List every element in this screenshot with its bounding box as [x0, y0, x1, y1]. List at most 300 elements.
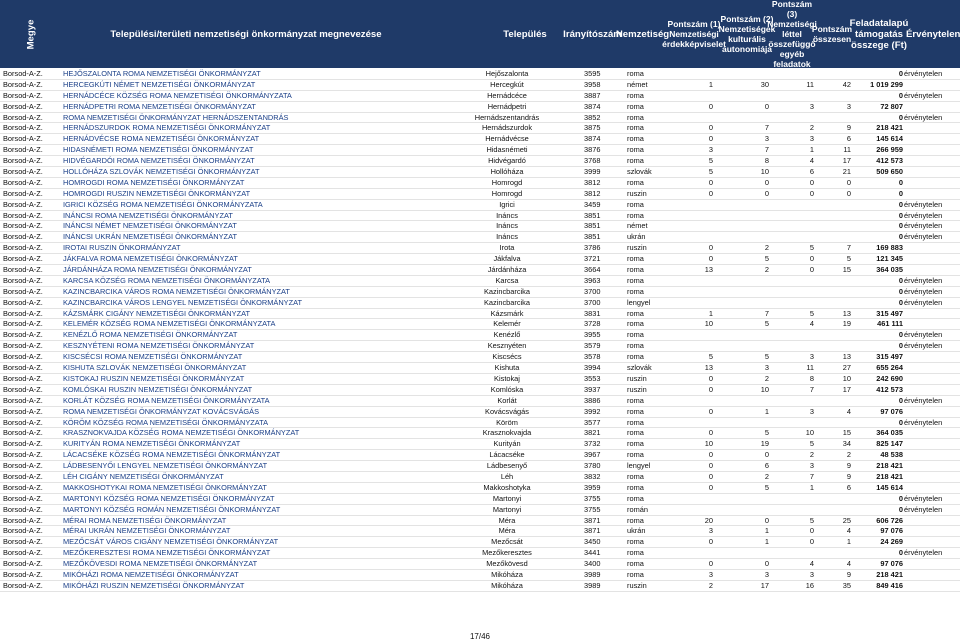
county-cell: Borsod-A-Z.	[3, 167, 43, 177]
table-row	[0, 232, 960, 243]
county-cell: Borsod-A-Z.	[3, 134, 43, 144]
pont3-cell: 7	[809, 471, 814, 481]
nationality-cell: ruszin	[627, 580, 647, 590]
pont3-cell: 3	[809, 569, 814, 579]
county-cell: Borsod-A-Z.	[3, 504, 43, 514]
nationality-cell: roma	[627, 101, 644, 111]
pont1-cell: 13	[704, 265, 713, 275]
pont1-cell: 0	[708, 384, 713, 394]
total-cell: 5	[846, 254, 851, 264]
pont2-cell: 3	[764, 569, 769, 579]
county-cell: Borsod-A-Z.	[3, 461, 43, 471]
pont2-cell: 30	[760, 79, 769, 89]
funding-cell: 72 807	[880, 101, 903, 111]
city-cell: Kiscsécs	[492, 352, 522, 362]
zip-cell: 3958	[584, 79, 601, 89]
pont3-cell: 0	[809, 254, 814, 264]
table-row	[0, 559, 960, 570]
invalid-cell: érvénytelen	[904, 493, 943, 503]
nationality-cell: roma	[627, 515, 644, 525]
table-row	[0, 178, 960, 189]
county-cell: Borsod-A-Z.	[3, 559, 43, 569]
funding-cell: 0	[898, 297, 903, 307]
table-row	[0, 211, 960, 222]
pont1-cell: 5	[708, 167, 713, 177]
pont3-cell: 11	[806, 79, 814, 89]
zip-cell: 3992	[584, 406, 601, 416]
table-row	[0, 450, 960, 461]
city-cell: Martonyi	[492, 504, 522, 514]
nationality-cell: roma	[627, 134, 644, 144]
funding-cell: 145 614	[876, 482, 903, 492]
pont1-cell: 3	[708, 145, 713, 155]
zip-cell: 3821	[584, 428, 601, 438]
zip-cell: 3732	[584, 439, 601, 449]
county-cell: Borsod-A-Z.	[3, 515, 43, 525]
name-cell: HOMROGDI ROMA NEMZETISÉGI ÖNKORMÁNYZAT	[63, 177, 245, 187]
funding-cell: 0	[898, 341, 903, 351]
nationality-cell: roma	[627, 69, 644, 78]
pont2-cell: 0	[764, 101, 769, 111]
pont2-cell: 0	[764, 559, 769, 569]
pont3-cell: 5	[809, 515, 814, 525]
nationality-cell: szlovák	[627, 363, 652, 373]
pont3-cell: 1	[809, 482, 814, 492]
nationality-cell: ruszin	[627, 243, 647, 253]
total-cell: 4	[846, 559, 851, 569]
header-megye-label: Megye	[25, 19, 37, 49]
invalid-cell: érvénytelen	[904, 210, 943, 220]
name-cell: MARTONYI KÖZSÉG ROMA NEMZETISÉGI ÖNKORMÁNYZAT	[63, 493, 275, 503]
total-cell: 35	[842, 580, 851, 590]
header-pont1-label: Pontszám (1) Nemzetiségi érdekképviselet	[662, 19, 726, 49]
county-cell: Borsod-A-Z.	[3, 384, 43, 394]
county-cell: Borsod-A-Z.	[3, 221, 43, 231]
nationality-cell: roma	[627, 395, 644, 405]
pont2-cell: 17	[760, 580, 769, 590]
city-cell: Mikóháza	[491, 580, 523, 590]
pont3-cell: 5	[809, 243, 814, 253]
header-total-label: Pontszám összesen	[811, 24, 853, 44]
table-row	[0, 254, 960, 265]
pont3-cell: 4	[809, 156, 814, 166]
city-cell: Karcsa	[495, 275, 519, 285]
total-cell: 6	[846, 134, 851, 144]
zip-cell: 3812	[584, 188, 601, 198]
city-cell: Irota	[499, 243, 515, 253]
table-row	[0, 287, 960, 298]
zip-cell: 3768	[584, 156, 601, 166]
county-cell: Borsod-A-Z.	[3, 112, 43, 122]
zip-cell: 3400	[584, 559, 601, 569]
table-row	[0, 363, 960, 374]
city-cell: Kazincbarcika	[483, 286, 530, 296]
name-cell: HERNÁDSZURDOK ROMA NEMZETISÉGI ÖNKORMÁNYZAT	[63, 123, 271, 133]
funding-cell: 0	[898, 188, 903, 198]
name-cell: KESZNYÉTENI ROMA NEMZETISÉGI ÖNKORMÁNYZAT	[63, 341, 255, 351]
total-cell: 17	[842, 156, 851, 166]
name-cell: INÁNCSI ROMA NEMZETISÉGI ÖNKORMÁNYZAT	[63, 210, 233, 220]
zip-cell: 3755	[584, 504, 601, 514]
nationality-cell: ruszin	[627, 188, 647, 198]
total-cell: 17	[842, 384, 851, 394]
zip-cell: 3577	[584, 417, 601, 427]
table-row	[0, 113, 960, 124]
funding-cell: 0	[898, 493, 903, 503]
city-cell: Járdánháza	[487, 265, 527, 275]
nationality-cell: roma	[627, 123, 644, 133]
county-cell: Borsod-A-Z.	[3, 156, 43, 166]
name-cell: IGRICI KÖZSÉG ROMA NEMZETISÉGI ÖNKORMÁNYZATA	[63, 199, 263, 209]
name-cell: LÉH CIGÁNY NEMZETISÉGI ÖNKORMÁNYZAT	[63, 471, 224, 481]
pont2-cell: 7	[764, 145, 769, 155]
county-cell: Borsod-A-Z.	[3, 450, 43, 460]
city-cell: Méra	[498, 526, 516, 536]
pont2-cell: 5	[764, 254, 769, 264]
funding-cell: 218 421	[876, 123, 903, 133]
table-row	[0, 418, 960, 429]
funding-cell: 0	[898, 112, 903, 122]
total-cell: 0	[846, 177, 851, 187]
county-cell: Borsod-A-Z.	[3, 580, 43, 590]
pont2-cell: 2	[764, 243, 769, 253]
total-cell: 9	[846, 569, 851, 579]
funding-cell: 145 614	[876, 134, 903, 144]
table-row	[0, 123, 960, 134]
page-number: 17/46	[469, 632, 491, 641]
county-cell: Borsod-A-Z.	[3, 526, 43, 536]
funding-cell: 97 076	[880, 526, 903, 536]
table-row	[0, 505, 960, 516]
zip-cell: 3832	[584, 471, 601, 481]
header-funding-label: Feladatalapú támogatás összege (Ft)	[849, 17, 909, 51]
table-row	[0, 472, 960, 483]
invalid-cell: érvénytelen	[904, 548, 943, 558]
invalid-cell: érvénytelen	[904, 330, 943, 340]
table-row	[0, 352, 960, 363]
city-cell: Hercegkút	[490, 79, 524, 89]
pont2-cell: 19	[760, 439, 769, 449]
nationality-cell: roma	[627, 177, 644, 187]
funding-cell: 218 421	[876, 569, 903, 579]
zip-cell: 3963	[584, 275, 601, 285]
city-cell: Köröm	[496, 417, 518, 427]
total-cell: 2	[846, 450, 851, 460]
nationality-cell: roma	[627, 417, 644, 427]
name-cell: MEZŐCSÁT VÁROS CIGÁNY NEMZETISÉGI ÖNKORMÁNYZAT	[63, 537, 279, 547]
name-cell: HIDASNÉMETI ROMA NEMZETISÉGI ÖNKORMÁNYZAT	[63, 145, 254, 155]
zip-cell: 3755	[584, 493, 601, 503]
funding-cell: 0	[898, 275, 903, 285]
table-row	[0, 526, 960, 537]
zip-cell: 3786	[584, 243, 601, 253]
city-cell: Kazincbarcika	[483, 297, 530, 307]
name-cell: KURITYÁN ROMA NEMZETISÉGI ÖNKORMÁNYZAT	[63, 439, 241, 449]
county-cell: Borsod-A-Z.	[3, 569, 43, 579]
funding-cell: 655 264	[876, 363, 903, 373]
total-cell: 3	[846, 101, 851, 111]
total-cell: 42	[842, 79, 851, 89]
funding-cell: 0	[898, 417, 903, 427]
table-row	[0, 461, 960, 472]
table-row	[0, 134, 960, 145]
county-cell: Borsod-A-Z.	[3, 537, 43, 547]
invalid-cell: érvénytelen	[904, 90, 943, 100]
pont2-cell: 5	[764, 352, 769, 362]
county-cell: Borsod-A-Z.	[3, 177, 43, 187]
total-cell: 10	[842, 373, 851, 383]
county-cell: Borsod-A-Z.	[3, 145, 43, 155]
funding-cell: 0	[898, 548, 903, 558]
name-cell: MIKÓHÁZI RUSZIN NEMZETISÉGI ÖNKORMÁNYZAT	[63, 580, 245, 590]
table-row	[0, 570, 960, 581]
invalid-cell: érvénytelen	[904, 297, 943, 307]
nationality-cell: ruszin	[627, 384, 647, 394]
total-cell: 11	[843, 145, 851, 155]
zip-cell: 3579	[584, 341, 601, 351]
header-pont3-label: Pontszám (3) Nemzetiségi léttel összefüggő egyéb feladatok	[767, 0, 817, 69]
total-cell: 1	[846, 537, 851, 547]
county-cell: Borsod-A-Z.	[3, 471, 43, 481]
header-pont2-label: Pontszám (2) Nemzetiségek kulturális autonomiája	[718, 14, 776, 54]
city-cell: Hidvégardó	[488, 156, 526, 166]
nationality-cell: roma	[627, 493, 644, 503]
header-nationality-label: Nemzetiség	[615, 28, 670, 40]
county-cell: Borsod-A-Z.	[3, 428, 43, 438]
pont3-cell: 4	[809, 319, 814, 329]
table-row	[0, 265, 960, 276]
pont1-cell: 0	[708, 537, 713, 547]
name-cell: ROMA NEMZETISÉGI ÖNKORMÁNYZAT HERNÁDSZENTANDRÁS	[63, 112, 289, 122]
city-cell: Hernádcéce	[487, 90, 527, 100]
pont1-cell: 13	[704, 363, 713, 373]
invalid-cell: érvénytelen	[904, 221, 943, 231]
table-row	[0, 319, 960, 330]
city-cell: Igrici	[499, 199, 515, 209]
pont2-cell: 7	[764, 123, 769, 133]
table-row	[0, 341, 960, 352]
zip-cell: 3578	[584, 352, 601, 362]
funding-cell: 0	[898, 395, 903, 405]
funding-cell: 218 421	[876, 471, 903, 481]
nationality-cell: roma	[627, 482, 644, 492]
table-row	[0, 428, 960, 439]
zip-cell: 3441	[584, 548, 601, 558]
name-cell: HIDVÉGARDÓI ROMA NEMZETISÉGI ÖNKORMÁNYZAT	[63, 156, 255, 166]
zip-cell: 3989	[584, 580, 601, 590]
pont1-cell: 0	[708, 373, 713, 383]
pont2-cell: 2	[764, 471, 769, 481]
funding-cell: 825 147	[876, 439, 903, 449]
name-cell: KISHUTA SZLOVÁK NEMZETISÉGI ÖNKORMÁNYZAT	[63, 363, 247, 373]
city-cell: Hejőszalonta	[485, 69, 529, 78]
header-invalid	[905, 0, 960, 68]
table-row	[0, 156, 960, 167]
pont1-cell: 3	[708, 526, 713, 536]
name-cell: HOMROGDI RUSZIN NEMZETISÉGI ÖNKORMÁNYZAT	[63, 188, 251, 198]
pont2-cell: 1	[764, 406, 769, 416]
city-cell: Ináncs	[496, 232, 518, 242]
county-cell: Borsod-A-Z.	[3, 341, 43, 351]
total-cell: 34	[842, 439, 851, 449]
name-cell: HERNÁDVÉCSE ROMA NEMZETISÉGI ÖNKORMÁNYZAT	[63, 134, 260, 144]
nationality-cell: német	[627, 79, 648, 89]
header-pont3	[767, 0, 817, 69]
nationality-cell: roma	[627, 308, 644, 318]
city-cell: Mezőkeresztes	[482, 548, 532, 558]
total-cell: 15	[842, 428, 851, 438]
pont1-cell: 10	[704, 439, 713, 449]
county-cell: Borsod-A-Z.	[3, 363, 43, 373]
pont3-cell: 3	[809, 352, 814, 362]
funding-cell: 412 573	[876, 156, 903, 166]
zip-cell: 3780	[584, 461, 601, 471]
table-row	[0, 537, 960, 548]
invalid-cell: érvénytelen	[904, 341, 943, 351]
name-cell: HERCEGKÚTI NÉMET NEMZETISÉGI ÖNKORMÁNYZAT	[63, 79, 256, 89]
funding-cell: 364 035	[876, 428, 903, 438]
zip-cell: 3994	[584, 363, 601, 373]
table-body	[0, 69, 960, 592]
county-cell: Borsod-A-Z.	[3, 395, 43, 405]
city-cell: Léh	[500, 471, 514, 481]
pont2-cell: 5	[764, 319, 769, 329]
invalid-cell: érvénytelen	[904, 286, 943, 296]
zip-cell: 3876	[584, 145, 601, 155]
pont3-cell: 4	[809, 559, 814, 569]
county-cell: Borsod-A-Z.	[3, 275, 43, 285]
header-name-label: Települési/területi nemzetiségi önkormányzat megnevezése	[110, 28, 382, 40]
pont2-cell: 1	[764, 537, 769, 547]
table-row	[0, 407, 960, 418]
funding-cell: 509 650	[876, 167, 903, 177]
pont2-cell: 10	[760, 384, 769, 394]
funding-cell: 0	[898, 232, 903, 242]
total-cell: 25	[842, 515, 851, 525]
county-cell: Borsod-A-Z.	[3, 101, 43, 111]
nationality-cell: roma	[627, 265, 644, 275]
total-cell: 13	[842, 308, 851, 318]
city-cell: Kenézlő	[493, 330, 521, 340]
name-cell: MEZŐKERESZTESI ROMA NEMZETISÉGI ÖNKORMÁNYZAT	[63, 548, 271, 558]
funding-cell: 0	[898, 210, 903, 220]
table-row	[0, 330, 960, 341]
nationality-cell: ukrán	[627, 526, 646, 536]
name-cell: MÉRAI UKRÁN NEMZETISÉGI ÖNKORMÁNYZAT	[63, 526, 231, 536]
total-cell: 4	[846, 526, 851, 536]
pont3-cell: 3	[809, 461, 814, 471]
zip-cell: 3851	[584, 232, 601, 242]
invalid-cell: érvénytelen	[904, 112, 943, 122]
total-cell: 9	[846, 471, 851, 481]
pont1-cell: 1	[708, 79, 713, 89]
zip-cell: 3955	[584, 330, 601, 340]
pont3-cell: 7	[809, 384, 814, 394]
pont3-cell: 3	[809, 134, 814, 144]
table-row	[0, 91, 960, 102]
pont3-cell: 2	[809, 450, 814, 460]
zip-cell: 3700	[584, 297, 601, 307]
nationality-cell: roma	[627, 319, 644, 329]
county-cell: Borsod-A-Z.	[3, 417, 43, 427]
pont3-cell: 0	[809, 537, 814, 547]
zip-cell: 3852	[584, 112, 601, 122]
table-row	[0, 276, 960, 287]
city-cell: Lácacséke	[489, 450, 525, 460]
funding-cell: 0	[898, 286, 903, 296]
pont3-cell: 0	[809, 265, 814, 275]
header-funding	[851, 0, 907, 68]
name-cell: INÁNCSI UKRÁN NEMZETISÉGI ÖNKORMÁNYZAT	[63, 232, 237, 242]
nationality-cell: német	[627, 221, 648, 231]
pont2-cell: 3	[764, 134, 769, 144]
zip-cell: 3989	[584, 569, 601, 579]
funding-cell: 24 269	[880, 537, 903, 547]
name-cell: LÁDBESENYŐI LENGYEL NEMZETISÉGI ÖNKORMÁNYZAT	[63, 461, 268, 471]
pont2-cell: 0	[764, 177, 769, 187]
name-cell: HERNÁDCÉCE KÖZSÉG ROMA NEMZETISÉGI ÖNKORMÁNYZATA	[63, 90, 292, 100]
city-cell: Komlóska	[490, 384, 524, 394]
pont2-cell: 1	[764, 526, 769, 536]
table-row	[0, 494, 960, 505]
table-row	[0, 385, 960, 396]
funding-cell: 169 883	[876, 243, 903, 253]
pont2-cell: 6	[764, 461, 769, 471]
nationality-cell: roma	[627, 439, 644, 449]
name-cell: MARTONYI KÖZSÉG ROMÁN NEMZETISÉGI ÖNKORMÁNYZAT	[63, 504, 281, 514]
county-cell: Borsod-A-Z.	[3, 188, 43, 198]
nationality-cell: roma	[627, 569, 644, 579]
city-cell: Mezőkövesd	[486, 559, 528, 569]
city-cell: Ináncs	[496, 210, 518, 220]
header-zip-label: Irányítószám	[563, 28, 622, 40]
pont1-cell: 2	[708, 580, 713, 590]
header-name	[62, 0, 430, 68]
nationality-cell: lengyel	[627, 297, 651, 307]
city-cell: Kelemér	[493, 319, 521, 329]
county-cell: Borsod-A-Z.	[3, 232, 43, 242]
funding-cell: 0	[898, 177, 903, 187]
nationality-cell: roma	[627, 406, 644, 416]
zip-cell: 3871	[584, 515, 601, 525]
city-cell: Ináncs	[496, 221, 518, 231]
pont1-cell: 0	[708, 188, 713, 198]
name-cell: INÁNCSI NÉMET NEMZETISÉGI ÖNKORMÁNYZAT	[63, 221, 237, 231]
name-cell: LÁCACSÉKE KÖZSÉG ROMA NEMZETISÉGI ÖNKORMÁNYZAT	[63, 450, 281, 460]
nationality-cell: roma	[627, 471, 644, 481]
nationality-cell: roma	[627, 330, 644, 340]
invalid-cell: érvénytelen	[904, 199, 943, 209]
name-cell: HERNÁDPETRI ROMA NEMZETISÉGI ÖNKORMÁNYZAT	[63, 101, 256, 111]
header-megye	[0, 0, 62, 68]
zip-cell: 3937	[584, 384, 601, 394]
city-cell: Homrogd	[491, 177, 523, 187]
county-cell: Borsod-A-Z.	[3, 308, 43, 318]
name-cell: JÁKFALVA ROMA NEMZETISÉGI ÖNKORMÁNYZAT	[63, 254, 238, 264]
nationality-cell: roma	[627, 428, 644, 438]
pont1-cell: 0	[708, 406, 713, 416]
total-cell: 4	[846, 406, 851, 416]
city-cell: Mikóháza	[491, 569, 523, 579]
city-cell: Kázsmárk	[490, 308, 524, 318]
city-cell: Kovácsvágás	[485, 406, 529, 416]
pont3-cell: 1	[809, 145, 814, 155]
pont3-cell: 3	[809, 406, 814, 416]
zip-cell: 3875	[584, 123, 601, 133]
total-cell: 13	[842, 352, 851, 362]
header-pont2	[718, 0, 776, 68]
table-row	[0, 396, 960, 407]
